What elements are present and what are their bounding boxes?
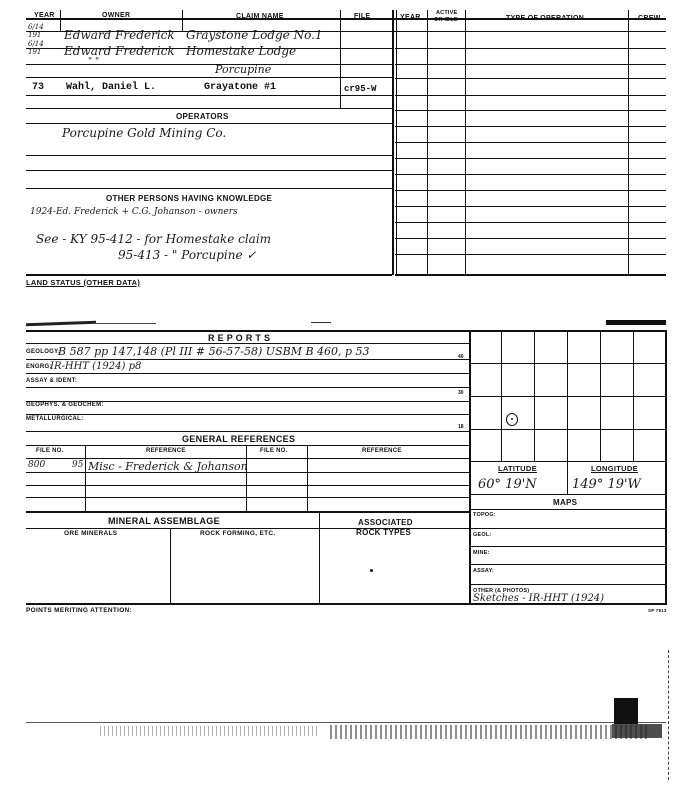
other-persons-line1: 1924-Ed. Frederick + C.G. Johanson - owners <box>30 207 238 217</box>
row2-year-b: 191 <box>28 48 42 56</box>
rock-types-header: ROCK TYPES <box>356 528 412 537</box>
ref-row1-num: 95 <box>72 460 84 470</box>
reports-title: R E P O R T S <box>208 333 271 343</box>
row1-owner: Edward Frederick <box>64 28 175 42</box>
points-meriting-label: POINTS MERITING ATTENTION: <box>26 607 133 614</box>
longitude-label: LONGITUDE <box>591 464 638 473</box>
row4-claim: Grayatone #1 <box>204 82 277 93</box>
other-persons-line2: See - KY 95-412 - for Homestake claim <box>36 232 272 246</box>
or-idle-header: OR IDLE <box>434 17 458 23</box>
file-no2-header: FILE NO. <box>260 448 288 454</box>
associated-header: ASSOCIATED <box>358 518 413 527</box>
mineral-assemblage-title: MINERAL ASSEMBLAGE <box>108 516 220 526</box>
row1-year-a: 6/14 <box>28 23 44 31</box>
engrg-value: IR-HHT (1924) p8 <box>50 361 142 372</box>
owner-header: OWNER <box>102 12 131 19</box>
row2-year-a: 6/14 <box>28 40 44 48</box>
assay-ident-label: ASSAY & IDENT: <box>26 378 78 384</box>
ref-row1-reference: Misc - Frederick & Johanson <box>88 460 248 473</box>
side-number-30: 30 <box>458 390 464 396</box>
longitude-value: 149° 19'W <box>572 477 641 492</box>
row2-owner: Edward Frederick <box>64 44 175 58</box>
scan-artifact-band <box>26 318 666 328</box>
ore-minerals-header: ORE MINERALS <box>64 530 118 537</box>
side-number-40: 40 <box>458 354 464 360</box>
row4-owner: Wahl, Daniel L. <box>66 82 157 93</box>
reference2-header: REFERENCE <box>362 448 402 454</box>
year2-header: YEAR <box>400 14 421 21</box>
assay-map-label: ASSAY: <box>473 568 495 574</box>
general-references-title: GENERAL REFERENCES <box>182 434 296 444</box>
active-header: ACTIVE <box>436 10 458 16</box>
operators-value: Porcupine Gold Mining Co. <box>62 126 227 140</box>
operators-label: OPERATORS <box>176 112 229 121</box>
geol-label: GEOL: <box>473 532 492 538</box>
location-marker-dot <box>511 418 513 420</box>
other-photos-value: Sketches - IR-HHT (1924) <box>473 593 605 604</box>
row3-claim: Porcupine <box>215 63 272 76</box>
engrg-label: ENGRG: <box>26 364 52 370</box>
metallurgical-label: METALLURGICAL: <box>26 416 84 422</box>
year-header: YEAR <box>34 12 55 19</box>
latitude-label: LATITUDE <box>498 464 537 473</box>
topog-label: TOPOG: <box>473 512 496 518</box>
row4-year: 73 <box>32 82 45 93</box>
row3-owner: " " <box>88 57 100 67</box>
row1-year-b: 191 <box>28 31 42 39</box>
latitude-value: 60° 19'N <box>478 477 537 492</box>
claim-name-header: CLAIM NAME <box>236 13 284 20</box>
mine-label: MINE: <box>473 550 490 556</box>
other-persons-line3: 95-413 - " Porcupine ✓ <box>118 248 257 262</box>
form-number: SP 7913 <box>648 608 667 613</box>
type-of-operation-header: TYPE OF OPERATION <box>506 15 585 22</box>
crew-header: CREW <box>638 15 661 22</box>
row1-claim: Graystone Lodge No.1 <box>186 28 323 42</box>
row4-file: cr95-W <box>344 84 377 94</box>
geology-value: B 587 pp 147,148 (Pl III # 56-57-58) USBM B 460, p 53 <box>58 345 370 358</box>
maps-label: MAPS <box>553 498 578 507</box>
other-persons-label: OTHER PERSONS HAVING KNOWLEDGE <box>106 194 273 203</box>
row2-claim: Homestake Lodge <box>186 44 297 58</box>
geology-label: GEOLOGY: <box>26 349 61 355</box>
side-number-18: 18 <box>458 424 464 430</box>
file-no-header: FILE NO. <box>36 448 64 454</box>
other-photos-label: OTHER (& PHOTOS) <box>473 588 530 594</box>
land-status-label: LAND STATUS (OTHER DATA) <box>26 278 141 287</box>
stray-dot <box>370 569 373 572</box>
ref-row1-file: 800 <box>28 460 46 470</box>
reference-header: REFERENCE <box>146 448 186 454</box>
rock-forming-header: ROCK FORMING, ETC. <box>200 530 276 537</box>
geophys-label: GEOPHYS. & GEOCHEM: <box>26 402 104 408</box>
file-header: FILE <box>354 13 371 20</box>
